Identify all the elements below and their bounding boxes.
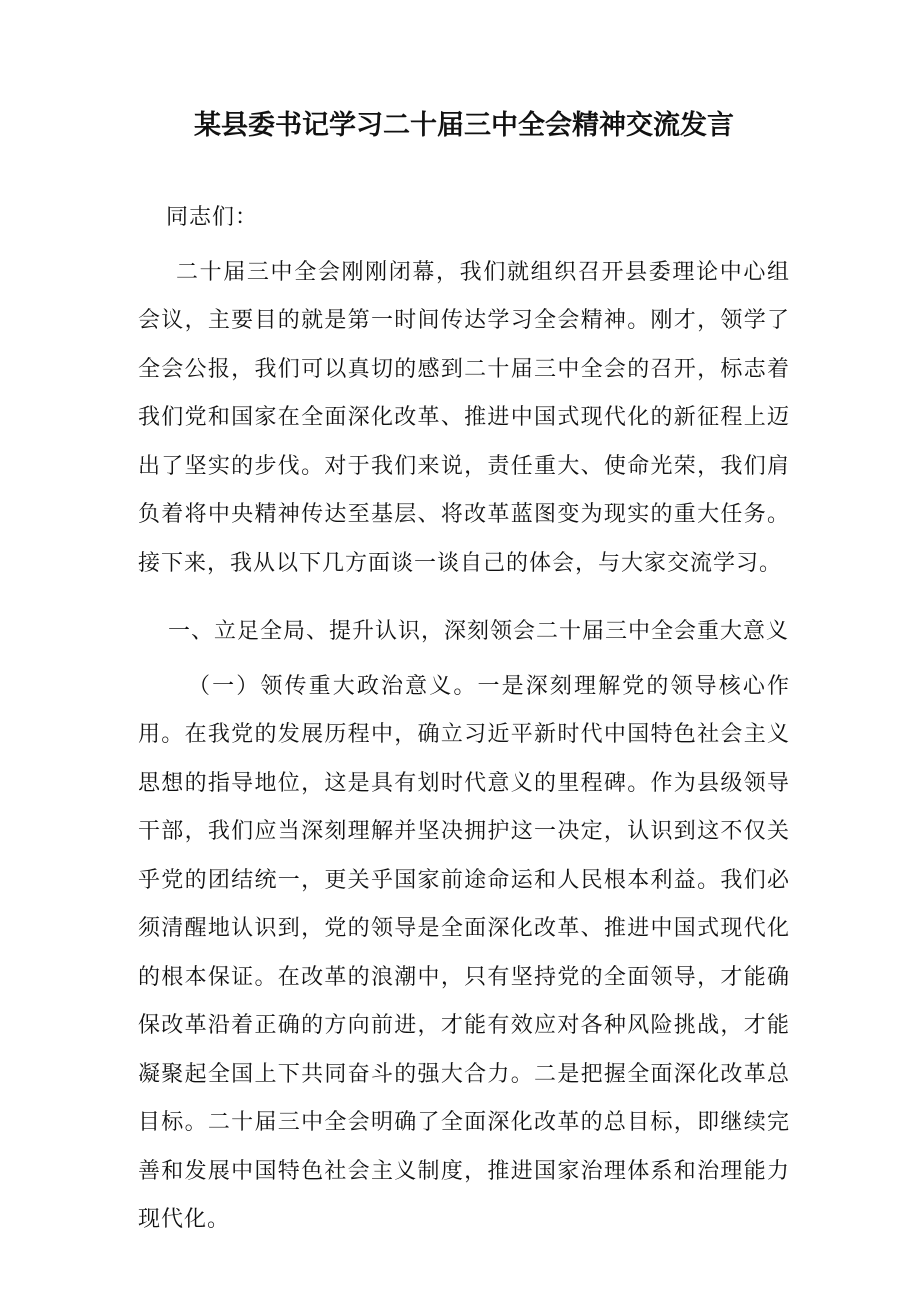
document-title: 某县委书记学习二十届三中全会精神交流发言	[194, 110, 734, 141]
section-heading-1: 一、立足全局、提升认识，深刻领会二十届三中全会重大意义	[168, 619, 790, 644]
paragraph-opening: 二十届三中全会刚刚闭幕，我们就组织召开县委理论中心组会议，主要目的就是第一时间传达学习全会精神。刚才，领学了全会公报，我们可以真切的感到二十届三中全会的召开，标志着我们党和国家在全面深化改革、推进中国式现代化的新征程上迈出了坚实的步伐。对于我们来说，责任重大、使命光荣，我们肩负着将中央精神传达至基层、将改革蓝图变为现实的重大任务。接下来，我从以下几方面谈一谈自己的体会，与大家交流学习。	[138, 259, 790, 576]
paragraph-section-1-1: （一）领传重大政治意义。一是深刻理解党的领导核心作用。在我党的发展历程中，确立习近平新时代中国特色社会主义思想的指导地位，这是具有划时代意义的里程碑。作为县级领导干部，我们应当深刻理解并坚决拥护这一决定，认识到这不仅关乎党的团结统一，更关乎国家前途命运和人民根本利益。我们必须清醒地认识到，党的领导是全面深化改革、推进中国式现代化的根本保证。在改革的浪潮中，只有坚持党的全面领导，才能确保改革沿着正确的方向前进，才能有效应对各种风险挑战，才能凝聚起全国上下共同奋斗的强大合力。二是把握全面深化改革总目标。二十届三中全会明确了全面深化改革的总目标，即继续完善和发展中国特色社会主义制度，推进国家治理体系和治理能力现代化。	[138, 673, 790, 1232]
salutation: 同志们：	[166, 205, 259, 230]
